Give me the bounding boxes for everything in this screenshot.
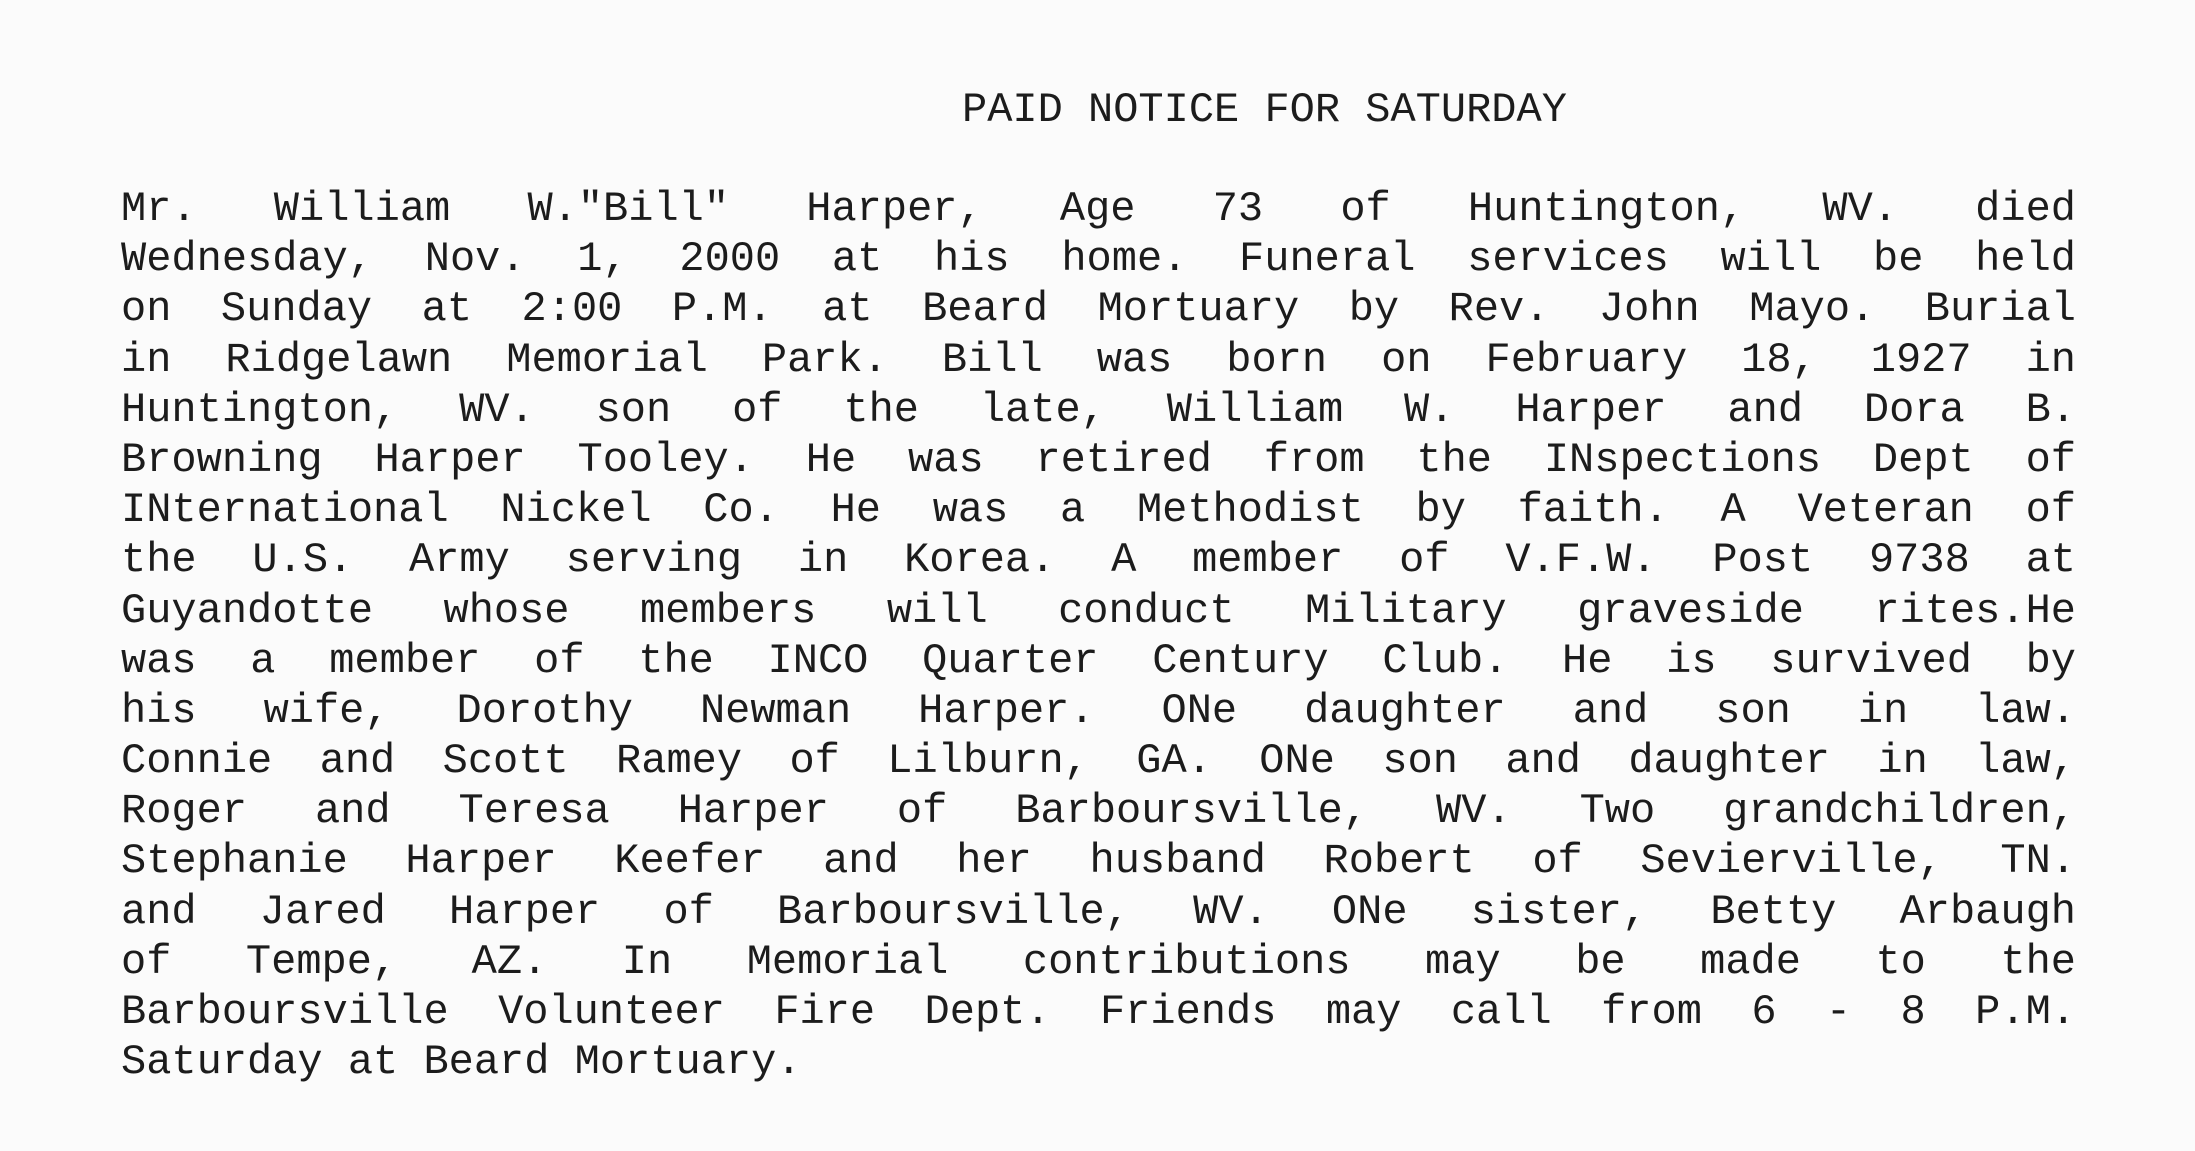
text-line: Connie and Scott Ramey of Lilburn, GA. ONe son and daughter in law,: [121, 737, 2076, 786]
text-line: Roger and Teresa Harper of Barboursville, WV. Two grandchildren,: [121, 787, 2076, 836]
text-line: Stephanie Harper Keefer and her husband Robert of Sevierville, TN.: [121, 837, 2076, 886]
text-line: Saturday at Beard Mortuary.: [121, 1038, 802, 1087]
text-line: of Tempe, AZ. In Memorial contributions may be made to the: [121, 937, 2076, 986]
text-line: on Sunday at 2:00 P.M. at Beard Mortuary by Rev. John Mayo. Burial: [121, 285, 2076, 334]
text-line: Barboursville Volunteer Fire Dept. Friends may call from 6 - 8 P.M.: [121, 988, 2076, 1036]
notice-title: PAID NOTICE FOR SATURDAY: [962, 86, 1567, 134]
text-line: INternational Nickel Co. He was a Methodist by faith. A Veteran of: [121, 486, 2076, 535]
text-line: Huntington, WV. son of the late, William W. Harper and Dora B.: [121, 385, 2076, 434]
notice-body: [121, 184, 2076, 1087]
text-line: was a member of the INCO Quarter Century Club. He is survived by: [121, 636, 2076, 685]
text-line: the U.S. Army serving in Korea. A member of V.F.W. Post 9738 at: [121, 536, 2076, 585]
text-line: his wife, Dorothy Newman Harper. ONe daughter and son in law.: [121, 686, 2076, 735]
text-line: in Ridgelawn Memorial Park. Bill was born on February 18, 1927 in: [121, 335, 2076, 384]
text-line: Browning Harper Tooley. He was retired from the INspections Dept of: [121, 435, 2076, 484]
text-line: Mr. William W."Bill" Harper, Age 73 of Huntington, WV. died: [121, 185, 2076, 233]
text-line: and Jared Harper of Barboursville, WV. ONe sister, Betty Arbaugh: [121, 887, 2076, 936]
text-line: Guyandotte whose members will conduct Military graveside rites.He: [121, 586, 2076, 635]
text-line: Wednesday, Nov. 1, 2000 at his home. Funeral services will be held: [121, 235, 2076, 284]
